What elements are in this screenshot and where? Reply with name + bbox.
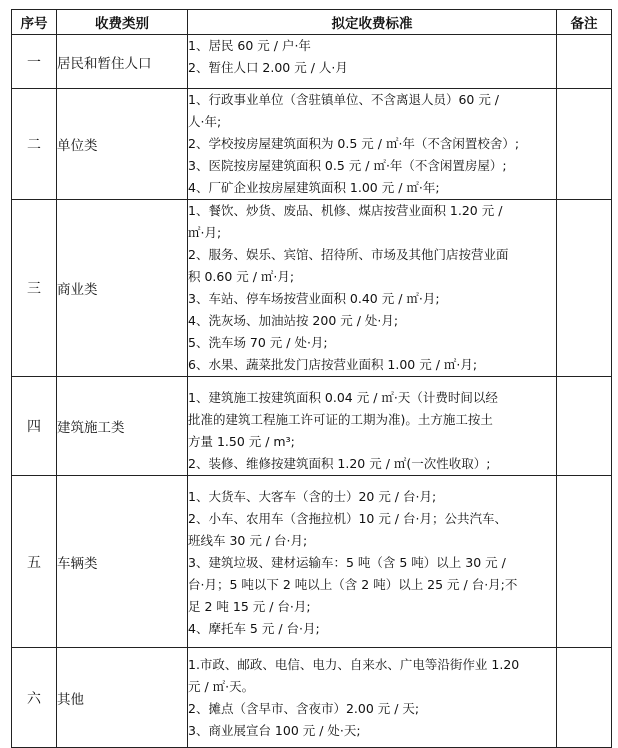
standard-line: 2、学校按房屋建筑面积为 0.5 元 / ㎡·年（不含闲置校舍）; xyxy=(188,136,520,151)
standard-line: 批准的建筑工程施工许可证的工期为准)。土方施工按土 xyxy=(188,412,493,427)
row-standard xyxy=(188,35,557,89)
standard-line: 4、洗灰场、加油站按 200 元 / 处·月; xyxy=(188,313,399,328)
row-category: 居民和暂住人口 xyxy=(57,35,188,89)
row-category: 建筑施工类 xyxy=(57,377,188,476)
table-row xyxy=(12,377,612,476)
standard-line: 班线车 30 元 / 台·月; xyxy=(188,533,308,548)
standard-line: 1.市政、邮政、电信、电力、自来水、广电等沿街作业 1.20 xyxy=(188,657,520,672)
header-standard: 拟定收费标准 xyxy=(188,10,557,35)
standard-line: 人·年; xyxy=(188,114,222,129)
row-note xyxy=(557,200,612,377)
standard-line: 1、大货车、大客车（含的士）20 元 / 台·月; xyxy=(188,489,437,504)
row-category: 单位类 xyxy=(57,89,188,200)
row-number: 二 xyxy=(12,89,57,200)
row-note xyxy=(557,377,612,476)
header-note: 备注 xyxy=(557,10,612,35)
standard-line: 方量 1.50 元 / m³; xyxy=(188,434,295,449)
row-standard xyxy=(188,476,557,648)
standard-line: 3、医院按房屋建筑面积 0.5 元 / ㎡·年（不含闲置房屋）; xyxy=(188,158,507,173)
table-row xyxy=(12,476,612,648)
row-standard xyxy=(188,648,557,748)
standard-line: 积 0.60 元 / ㎡·月; xyxy=(188,269,295,284)
standard-line: 台·月；5 吨以下 2 吨以上（含 2 吨）以上 25 元 / 台·月;不 xyxy=(188,577,518,592)
standard-line: 2、摊点（含早市、含夜市）2.00 元 / 天; xyxy=(188,701,420,716)
standard-line: 1、居民 60 元 / 户·年 xyxy=(188,38,311,53)
standard-line: 5、洗车场 70 元 / 处·月; xyxy=(188,335,328,350)
table-row xyxy=(12,648,612,748)
row-category: 车辆类 xyxy=(57,476,188,648)
row-standard xyxy=(188,89,557,200)
row-note xyxy=(557,476,612,648)
standard-line: 1、餐饮、炒货、废品、机修、煤店按营业面积 1.20 元 / xyxy=(188,203,503,218)
standard-line: 3、建筑垃圾、建材运输车：5 吨（含 5 吨）以上 30 元 / xyxy=(188,555,506,570)
row-note xyxy=(557,648,612,748)
standard-line: 1、建筑施工按建筑面积 0.04 元 / ㎡·天（计费时间以经 xyxy=(188,390,498,405)
table-row xyxy=(12,200,612,377)
row-standard xyxy=(188,200,557,377)
row-number: 四 xyxy=(12,377,57,476)
standard-line: 1、行政事业单位（含驻镇单位、不含离退人员）60 元 / xyxy=(188,92,500,107)
row-number: 三 xyxy=(12,200,57,377)
fee-standard-table xyxy=(11,9,612,748)
row-number: 五 xyxy=(12,476,57,648)
standard-line: 2、暂住人口 2.00 元 / 人·月 xyxy=(188,60,348,75)
table-row xyxy=(12,89,612,200)
table-row xyxy=(12,35,612,89)
standard-line: 元 / ㎡·天。 xyxy=(188,679,255,694)
row-note xyxy=(557,35,612,89)
standard-line: 4、厂矿企业按房屋建筑面积 1.00 元 / ㎡·年; xyxy=(188,180,440,195)
header-category: 收费类别 xyxy=(57,10,188,35)
standard-line: 足 2 吨 15 元 / 台·月; xyxy=(188,599,311,614)
standard-line: 6、水果、蔬菜批发门店按营业面积 1.00 元 / ㎡·月; xyxy=(188,357,478,372)
header-no: 序号 xyxy=(12,10,57,35)
row-category: 商业类 xyxy=(57,200,188,377)
row-note xyxy=(557,89,612,200)
standard-line: 3、车站、停车场按营业面积 0.40 元 / ㎡·月; xyxy=(188,291,440,306)
row-standard xyxy=(188,377,557,476)
standard-line: 2、小车、农用车（含拖拉机）10 元 / 台·月；公共汽车、 xyxy=(188,511,507,526)
standard-line: 2、服务、娱乐、宾馆、招待所、市场及其他门店按营业面 xyxy=(188,247,509,262)
standard-line: 2、装修、维修按建筑面积 1.20 元 / ㎡(一次性收取）; xyxy=(188,456,491,471)
row-number: 一 xyxy=(12,35,57,89)
row-category: 其他 xyxy=(57,648,188,748)
row-number: 六 xyxy=(12,648,57,748)
standard-line: ㎡·月; xyxy=(188,225,222,240)
standard-line: 4、摩托车 5 元 / 台·月; xyxy=(188,621,320,636)
standard-line: 3、商业展宣台 100 元 / 处·天; xyxy=(188,723,361,738)
header-row xyxy=(12,10,612,35)
